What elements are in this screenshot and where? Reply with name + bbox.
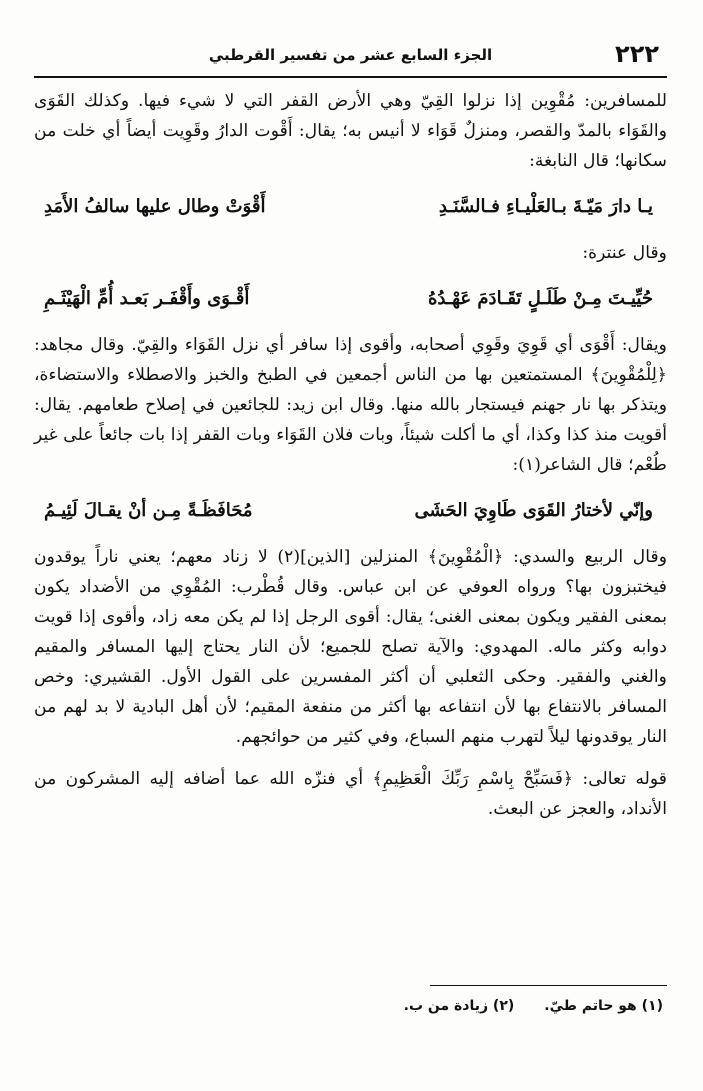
paragraph: ويقال: أَقْوَى أي قَوِيَ وقَوِي أصحابه، وأقوى إذا سافر أي نزل القَوَاء والقِيّ. وقال مجاهد: ﴿لِلْمُقْوِينَ﴾ المستمتعين بها من الناس أجمعين في الطبخ والخبز والاصطلاء والاستضاءة، ويتذكر بها نار جهنم فيستجار بالله منها. وقال ابن زيد: للجائعين في إصلاح طعامهم. يقال: أقويت منذ كذا وكذا، أي ما أكلت شيئاً، وبات فلان القَوَاء وبات القفر إذا بات جائعاً على غير طُعْم؛ قال الشاعر(١): [34, 335, 667, 475]
footnotes [34, 998, 663, 1014]
paragraph: قوله تعالى: ﴿فَسَبِّحْ بِاسْمِ رَبِّكَ الْعَظِيمِ﴾ أي فنزّه الله عما أضافه إليه المشركون من الأنداد، والعجز عن البعث. [34, 769, 667, 819]
verse-first-hemistich: وإنّي لأختارُ القَوَى طَاوِيَ الحَشَى [414, 500, 653, 521]
verse [34, 182, 667, 232]
paragraph: للمسافرين: مُقْوِين إذا نزلوا القِيّ وهي الأرض القفر التي لا شيء فيها. وكذلك القَوَى والقَوَاء بالمدّ والقصر، ومنزلٌ قَوَاء لا أنيس به؛ يقال: أَقْوت الدارُ وقَوِيت أيضاً أي خلت من سكانها؛ قال النابغة: [34, 91, 667, 171]
verse [34, 486, 667, 536]
page-header [34, 36, 667, 78]
verse [34, 274, 667, 324]
verse-second-hemistich: أَقْـوَى وأَقْفَـر بَعـد أُمِّ الْهَيْثَـمِ [44, 288, 250, 309]
footnote-1: (١) هو حاتم طيّ. [544, 998, 663, 1014]
paragraph: وقال عنترة: [582, 243, 667, 263]
verse-first-hemistich: حُيِّيـتَ مِـنْ طَلَـلٍ تَقَـادَمَ عَهْـدُهُ [427, 288, 653, 309]
footnote-2: (٢) زيادة من ب. [403, 998, 515, 1014]
paragraph: وقال الربيع والسدي: ﴿الْمُقْوِينَ﴾ المنزلين [الذين](٢) لا زناد معهم؛ يعني ناراً يوقدون فيختبزون بها؟ ورواه العوفي عن ابن عباس. وقال قُطْرب: المُقْوِي من الأضداد يكون بمعنى الفقير ويكون بمعنى الغنى؛ يقال: أقوى الرجل إذا لم يكن معه زاد، وأقوى إذا قويت دوابه وكثر ماله. المهدوي: والآية تصلح للجميع؛ لأن النار يحتاج إليها المسافر والمقيم والغني والفقير. وحكى الثعلبي أن أكثر المفسرين على القول الأول. القشيري: وخص المسافر بالانتفاع بها لأن انتفاعه بها أكثر من منفعة المقيم؛ لأن أهل البادية لا بد لهم من النار يوقدونها ليلاً لتهرب منهم السباع، وفي كثير من حوائجهم. [34, 547, 667, 747]
footnote-divider [430, 985, 667, 986]
page-number: ٢٢٢ [615, 40, 659, 68]
verse-first-hemistich: يـا دارَ مَيّـةَ بـالعَلْيـاءِ فـالسَّنَـدِ [438, 196, 653, 217]
page-body [34, 86, 667, 824]
verse-second-hemistich: أَقْوَتْ وطال عليها سالفُ الأَمَدِ [44, 196, 266, 217]
verse-second-hemistich: مُحَافَظَـةً مِـن أنْ يقـالَ لَئِيـمُ [44, 500, 253, 521]
running-title: الجزء السابع عشر من تفسير القرطبي [208, 46, 493, 64]
